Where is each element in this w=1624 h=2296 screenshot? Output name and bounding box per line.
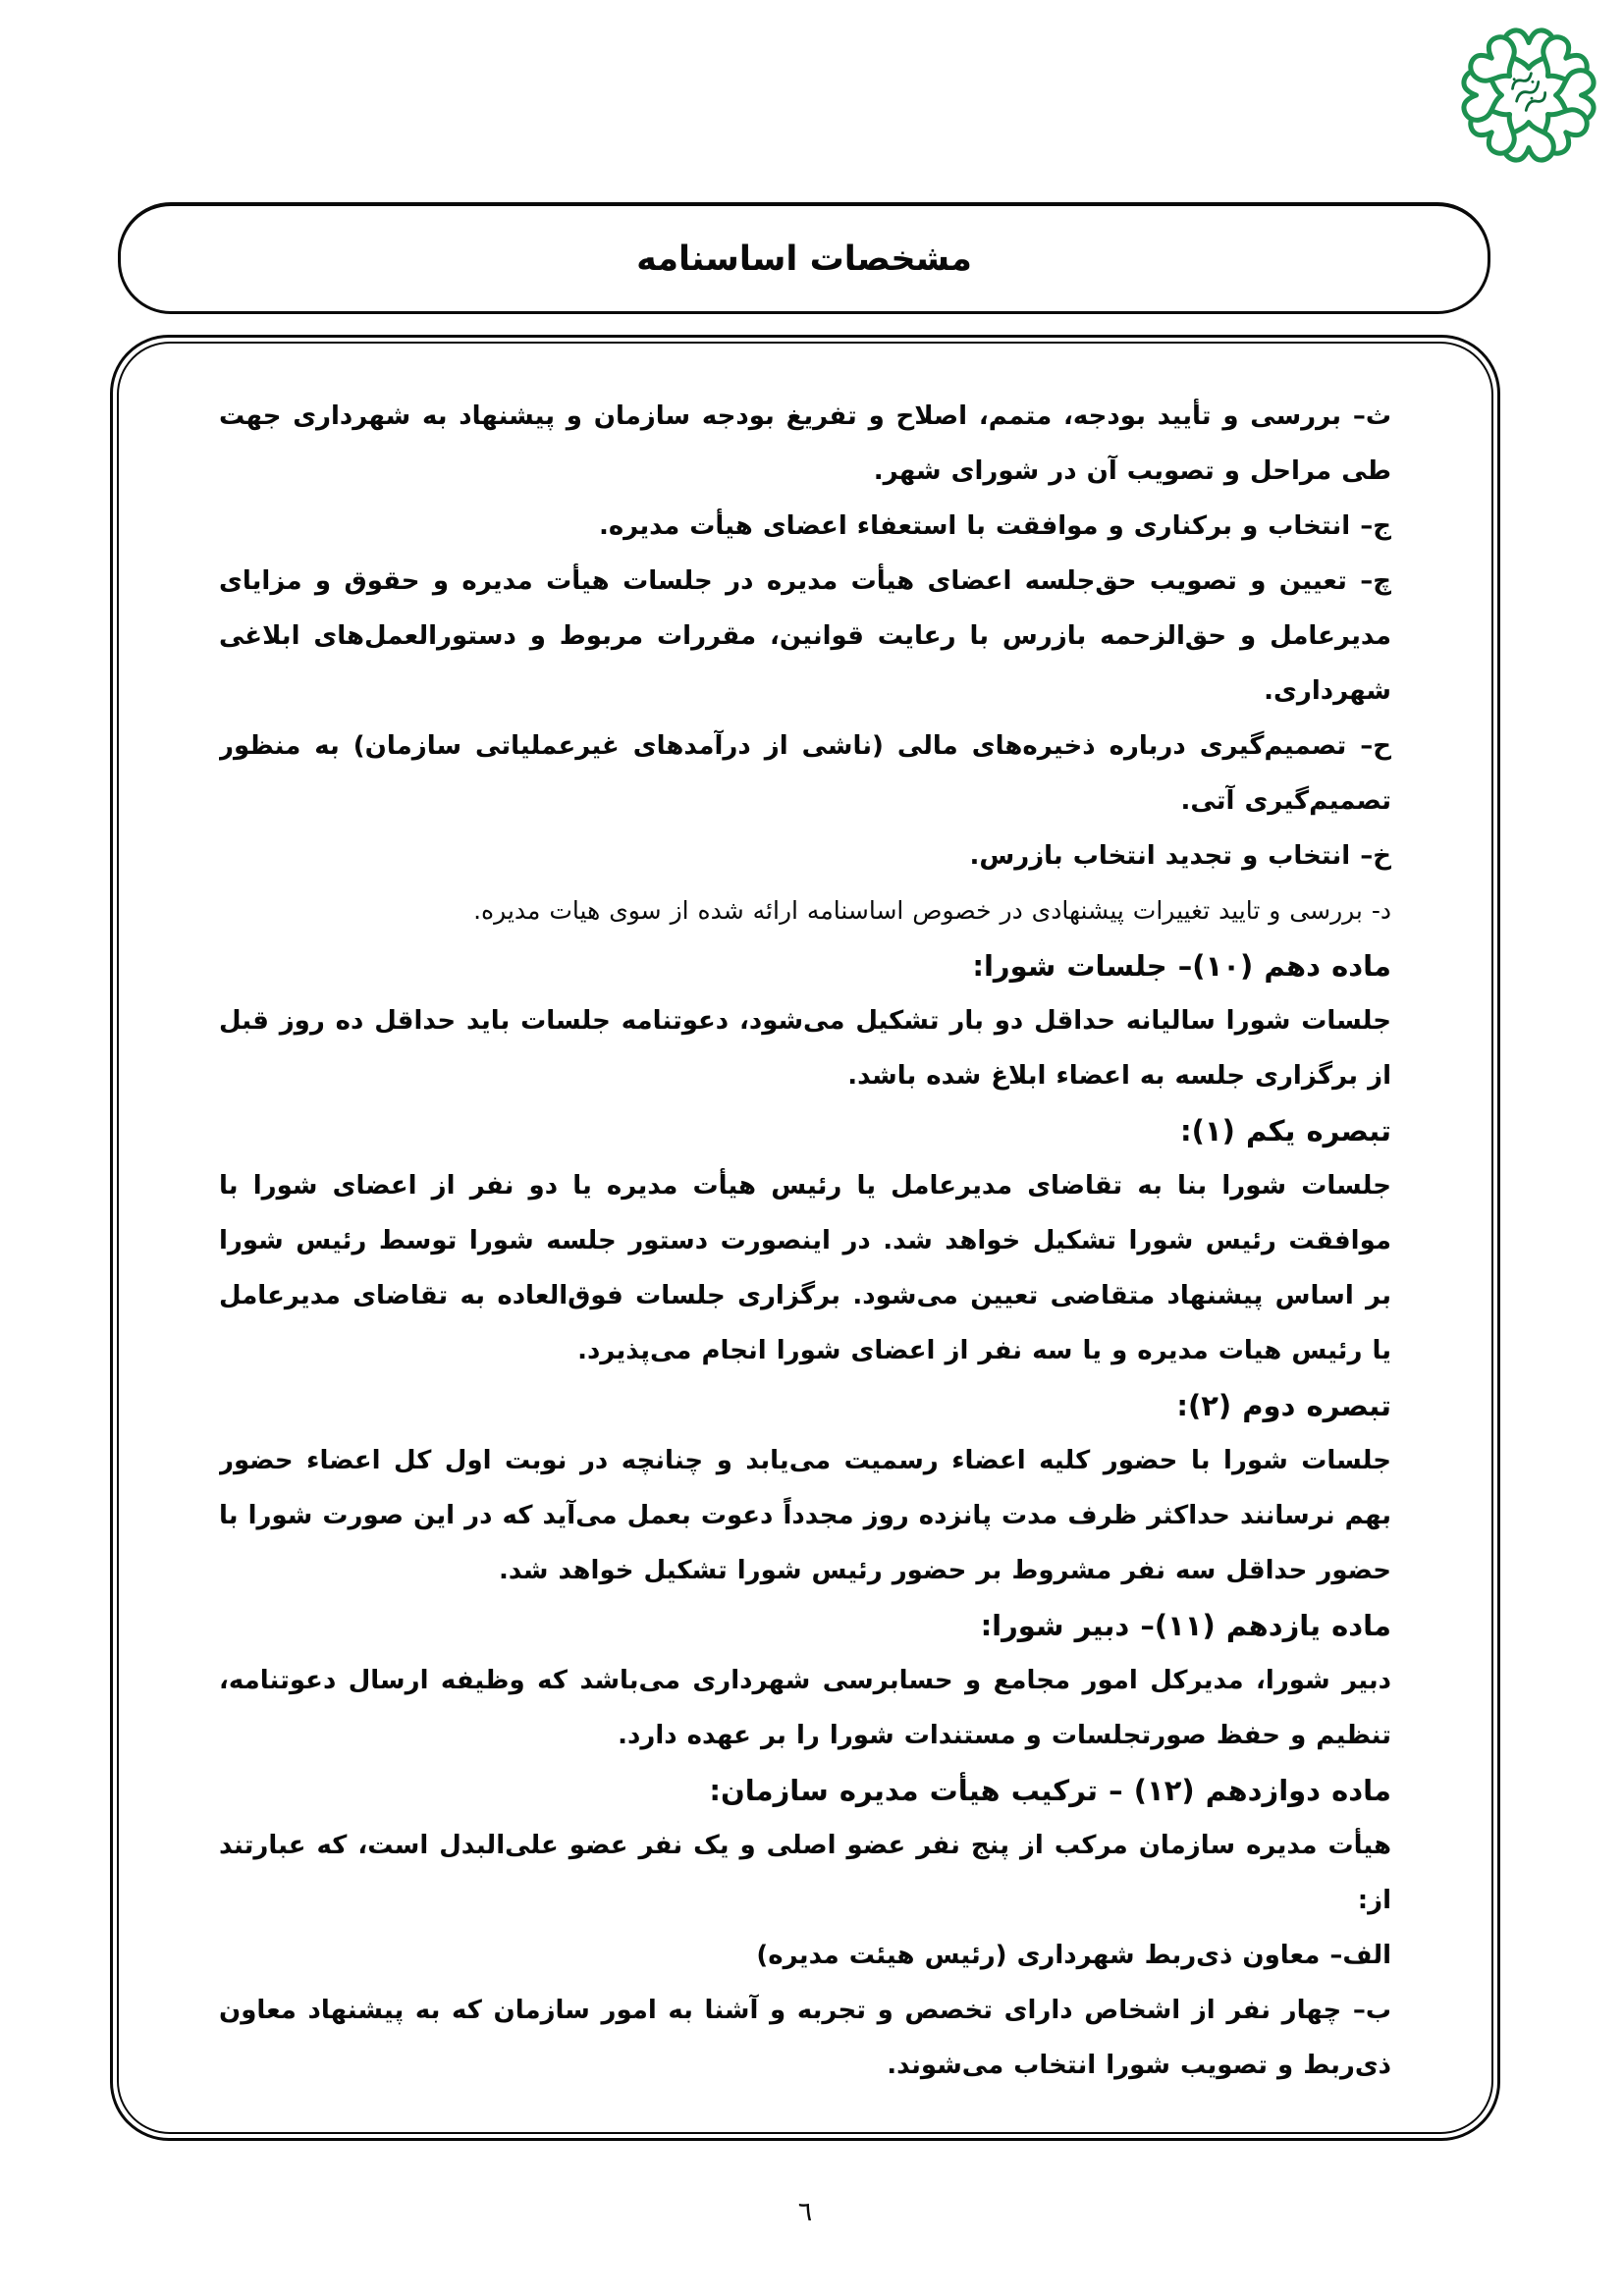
- statute-text: [219, 389, 1391, 2103]
- section-heading: ماده یازدهم (۱۱)– دبیر شورا:: [980, 1609, 1391, 1642]
- page-number: ٦: [797, 2197, 813, 2227]
- section-heading: تبصره دوم (۲):: [1176, 1389, 1391, 1422]
- statute-paragraph: الف– معاون ذی‌ربط شهرداری (رئیس هیئت مدیره): [756, 1941, 1391, 1970]
- statute-paragraph: ب– چهار نفر از اشخاص دارای تخصص و تجربه و آشنا به امور سازمان که به پیشنهاد معاون ذی‌ربط و تصویب شورا انتخاب می‌شوند.: [219, 1996, 1391, 2080]
- statute-paragraph: جلسات شورا بنا به تقاضای مدیرعامل یا رئیس هیأت مدیره یا دو نفر از اعضای شورا با موافقت رئیس شورا تشکیل خواهد شد. در اینصورت دستور جلسه شورا توسط رئیس شورا بر اساس پیشنهاد متقاضی تعیین می‌شود. برگزاری جلسات فوق‌العاده به تقاضای مدیرعامل یا رئیس هیات مدیره و یا سه نفر از اعضای شورا انجام می‌پذیرد.: [219, 1171, 1391, 1365]
- page-title: مشخصات اساسنامه: [636, 239, 972, 279]
- clause-letter: الف–: [1320, 1941, 1391, 1970]
- clause-letter: ج–: [1350, 511, 1391, 541]
- statute-paragraph: د- بررسی و تایید تغییرات پیشنهادی در خصوص اساسنامه ارائه شده از سوی هیات مدیره.: [473, 896, 1391, 925]
- statute-paragraph: ج– انتخاب و برکناری و موافقت با استعفاء اعضای هیأت مدیره.: [598, 511, 1391, 541]
- clause-letter: ث–: [1341, 401, 1391, 431]
- clause-letter: ح–: [1346, 731, 1391, 761]
- section-heading: ماده دهم (۱۰)– جلسات شورا:: [972, 949, 1391, 983]
- statute-paragraph: ث– بررسی و تأیید بودجه، متمم، اصلاح و تفریغ بودجه سازمان و پیشنهاد به شهرداری جهت طی مراحل و تصویب آن در شورای شهر.: [219, 401, 1391, 486]
- statute-paragraph: جلسات شورا با حضور کلیه اعضاء رسمیت می‌یابد و چنانچه در نوبت اول کل اعضاء حضور بهم نرسانند حداکثر ظرف مدت پانزده روز مجدداً دعوت بعمل می‌آید که در این صورت شورا با حضور حداقل سه نفر مشروط بر حضور رئیس شورا تشکیل خواهد شد.: [219, 1446, 1391, 1585]
- statute-paragraph: خ– انتخاب و تجدید انتخاب بازرس.: [969, 841, 1391, 871]
- clause-letter: خ–: [1350, 841, 1391, 871]
- statute-frame-inner-border: [117, 342, 1493, 2134]
- statute-frame: [110, 335, 1500, 2141]
- statute-paragraph: دبیر شورا، مدیرکل امور مجامع و حسابرسی شهرداری می‌باشد که وظیفه ارسال دعوتنامه، تنظیم و حفظ صورتجلسات و مستندات شورا را بر عهده دارد.: [219, 1666, 1391, 1750]
- clause-letter: چ–: [1346, 566, 1391, 596]
- statute-paragraph: هیأت مدیره سازمان مرکب از پنج نفر عضو اصلی و یک نفر عضو علی‌البدل است، که عبارتند از:: [219, 1831, 1391, 1915]
- tehran-municipality-flower-logo: [1449, 16, 1608, 175]
- statute-paragraph: چ– تعیین و تصویب حق‌جلسه اعضای هیأت مدیره در جلسات هیأت مدیره و حقوق و مزایای مدیرعامل و حق‌الزحمه بازرس با رعایت قوانین، مقررات مربوط و دستورالعمل‌های ابلاغی شهرداری.: [219, 566, 1391, 706]
- statute-paragraph: جلسات شورا سالیانه حداقل دو بار تشکیل می‌شود، دعوتنامه جلسات باید حداقل ده روز قبل از برگزاری جلسه به اعضاء ابلاغ شده باشد.: [219, 1006, 1391, 1091]
- section-heading: تبصره یکم (۱):: [1180, 1114, 1391, 1148]
- statute-paragraph: ح– تصمیم‌گیری درباره ذخیره‌های مالی (ناشی از درآمدهای غیرعملیاتی سازمان) به منظور تصمیم‌گیری آتی.: [219, 731, 1391, 816]
- section-heading: ماده دوازدهم (۱۲) – ترکیب هیأت مدیره سازمان:: [709, 1774, 1391, 1807]
- clause-letter: ب–: [1341, 1996, 1391, 2025]
- title-banner: [118, 202, 1490, 314]
- flower-logo-svg: [1449, 16, 1608, 175]
